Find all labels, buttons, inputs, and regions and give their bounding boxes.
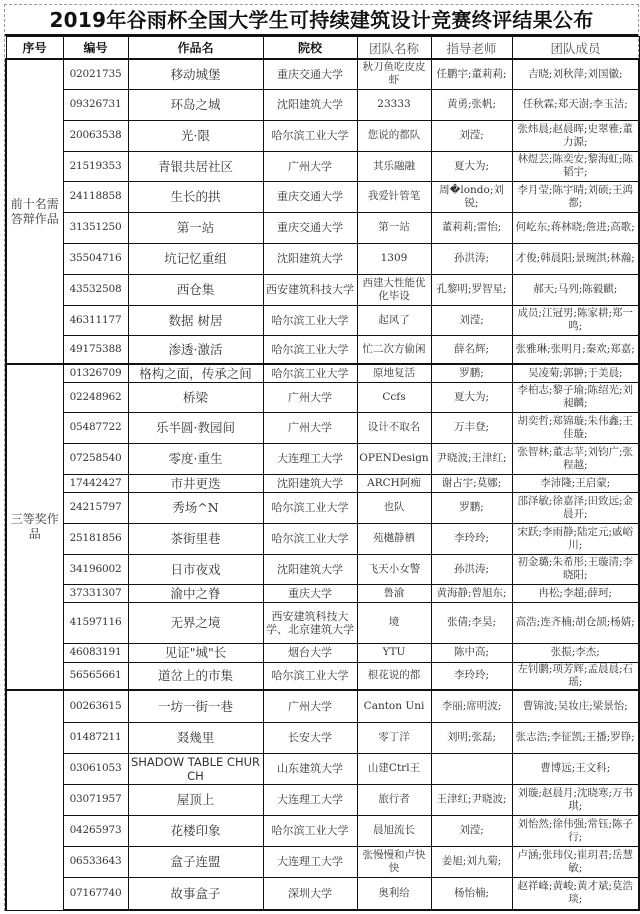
- member-names: 李柏志;黎子瑜;陈绍光;刘昶麟;: [512, 382, 639, 412]
- work-name: 格构之面，传承之间: [128, 364, 263, 382]
- table-row: [6, 181, 639, 212]
- results-table: [5, 36, 640, 911]
- table-row: [6, 662, 639, 690]
- table-row: [6, 584, 639, 602]
- member-names: 李沛隆;王启蒙;: [512, 474, 639, 492]
- column-header-team: 团队名称: [357, 37, 431, 60]
- mentor-names: 陈中高;: [431, 643, 512, 662]
- member-names: 高浩;连齐楠;胡仓颉;杨婧;: [512, 602, 639, 643]
- team-name: 设计不取名: [357, 412, 431, 443]
- member-names: 郝天;马列;陈毅麒;: [512, 274, 639, 305]
- school-name: 烟台大学: [263, 643, 357, 662]
- school-name: 大连理工大学: [263, 846, 357, 877]
- member-names: 成员;江冠男;陈家耕;郑一鸣;: [512, 305, 639, 335]
- work-code: 21519353: [63, 151, 128, 181]
- work-code: 43532508: [63, 274, 128, 305]
- team-name: 苑樾静栖: [357, 523, 431, 554]
- group-label: 三等奖作品: [6, 364, 63, 690]
- work-name: 道岔上的市集: [128, 662, 263, 690]
- member-names: 任秋霖;郑天澍;李玉洁;: [512, 89, 639, 120]
- column-header-members: 团队成员: [512, 37, 639, 60]
- team-name: 忙二次方偷闲: [357, 335, 431, 364]
- work-name: 无界之境: [128, 602, 263, 643]
- team-name: 秋刀鱼吃皮皮虾: [357, 59, 431, 89]
- school-name: 广州大学: [263, 690, 357, 722]
- school-name: 重庆交通大学: [263, 212, 357, 243]
- member-names: 刘怡然;徐伟强;常钰;陈子行;: [512, 815, 639, 846]
- work-code: 35504716: [63, 243, 128, 274]
- work-name: 第一站: [128, 212, 263, 243]
- table-row: [6, 120, 639, 151]
- member-names: 林煜芸;陈奕安;黎海虹;陈韬宇;: [512, 151, 639, 181]
- team-name: 山建Ctrl王: [357, 753, 431, 784]
- school-name: 深圳大学: [263, 877, 357, 910]
- table-row: [6, 815, 639, 846]
- work-name: 见证"城"长: [128, 643, 263, 662]
- school-name: 西安建筑科技大学、北京建筑大学: [263, 602, 357, 643]
- table-row: [6, 602, 639, 643]
- school-name: 沈阳建筑大学: [263, 243, 357, 274]
- team-name: 张慢慢和卢快快: [357, 846, 431, 877]
- mentor-names: 孙洪涛;: [431, 243, 512, 274]
- table-row: [6, 690, 639, 722]
- mentor-names: 刘滢;: [431, 120, 512, 151]
- column-header-code: 编号: [63, 37, 128, 60]
- member-names: 赵祥峰;黄峻;黄才斌;莫浩琰;: [512, 877, 639, 910]
- work-name: 光·限: [128, 120, 263, 151]
- school-name: 大连理工大学: [263, 443, 357, 474]
- member-names: 初金璐;朱希彤;王璇清;李晓阳;: [512, 554, 639, 584]
- table-row: [6, 335, 639, 364]
- work-name: 故事盒子: [128, 877, 263, 910]
- work-code: 02021735: [63, 59, 128, 89]
- table-row: [6, 412, 639, 443]
- team-name: 鲁渝: [357, 584, 431, 602]
- work-code: 06533643: [63, 846, 128, 877]
- work-code: 20063538: [63, 120, 128, 151]
- mentor-names: 万丰登;: [431, 412, 512, 443]
- team-name: OPENDesign: [357, 443, 431, 474]
- team-name: 旅行者: [357, 784, 431, 815]
- work-name: 日市夜戏: [128, 554, 263, 584]
- table-row: [6, 492, 639, 523]
- mentor-names: 薛名辉;: [431, 335, 512, 364]
- team-name: 其乐融融: [357, 151, 431, 181]
- member-names: 张智林;董志苹;刘钧广;张程越;: [512, 443, 639, 474]
- column-header-mentor: 指导老师: [431, 37, 512, 60]
- table-row: [6, 722, 639, 753]
- work-name: 零度·重生: [128, 443, 263, 474]
- school-name: 大连理工大学: [263, 784, 357, 815]
- school-name: 哈尔滨工业大学: [263, 815, 357, 846]
- work-name: 移动城堡: [128, 59, 263, 89]
- school-name: 哈尔滨工业大学: [263, 120, 357, 151]
- team-name: YTU: [357, 643, 431, 662]
- member-names: 张志浩;李征凯;王播;罗铮;: [512, 722, 639, 753]
- member-names: 吉晓;刘秋萍;刘国徽;: [512, 59, 639, 89]
- team-name: 起风了: [357, 305, 431, 335]
- group-label: [6, 690, 63, 910]
- work-code: 04265973: [63, 815, 128, 846]
- work-code: 49175388: [63, 335, 128, 364]
- mentor-names: 刘滢;: [431, 815, 512, 846]
- member-names: 张振;李杰;: [512, 643, 639, 662]
- school-name: 重庆交通大学: [263, 59, 357, 89]
- work-name: 渗透·激活: [128, 335, 263, 364]
- column-header-school: 院校: [263, 37, 357, 60]
- mentor-names: 孙洪涛;: [431, 554, 512, 584]
- school-name: 哈尔滨工业大学: [263, 662, 357, 690]
- results-sheet: [4, 4, 639, 911]
- member-names: 左钊鹏;项芳辉;孟晨晨;石瑶;: [512, 662, 639, 690]
- school-name: 哈尔滨工业大学: [263, 523, 357, 554]
- mentor-names: 黄勇;张帆;: [431, 89, 512, 120]
- mentor-names: 尹晓波;王津红;: [431, 443, 512, 474]
- team-name: 您说的都队: [357, 120, 431, 151]
- team-name: 也队: [357, 492, 431, 523]
- work-name: 盒子连盟: [128, 846, 263, 877]
- team-name: 境: [357, 602, 431, 643]
- table-row: [6, 364, 639, 382]
- work-name: 环岛之城: [128, 89, 263, 120]
- work-code: 09326731: [63, 89, 128, 120]
- work-name: SHADOW TABLE CHURCH: [128, 753, 263, 784]
- work-code: 34196002: [63, 554, 128, 584]
- team-name: 1309: [357, 243, 431, 274]
- work-code: 01487211: [63, 722, 128, 753]
- table-row: [6, 523, 639, 554]
- member-names: 李月莹;陈宇晴;刘硕;王鸿都;: [512, 181, 639, 212]
- team-name: 晨旭流长: [357, 815, 431, 846]
- member-names: 冉松;李超;薛珂;: [512, 584, 639, 602]
- member-names: 胡奕哲;郑锦璇;朱伟鑫;王佳璇;: [512, 412, 639, 443]
- school-name: 广州大学: [263, 382, 357, 412]
- work-code: 01326709: [63, 364, 128, 382]
- member-names: 张雅琳;张明月;秦欢;郑嘉;: [512, 335, 639, 364]
- table-row: [6, 474, 639, 492]
- table-row: [6, 382, 639, 412]
- school-name: 长安大学: [263, 722, 357, 753]
- school-name: 广州大学: [263, 151, 357, 181]
- member-names: 何屹东;蒋林晓;詹进;高歌;: [512, 212, 639, 243]
- work-code: 24215797: [63, 492, 128, 523]
- work-code: 56565661: [63, 662, 128, 690]
- mentor-names: 任鹏宇;董莉莉;: [431, 59, 512, 89]
- page-title: 2019年谷雨杯全国大学生可持续建筑设计竞赛终评结果公布: [5, 5, 638, 36]
- work-name: 一坊一街一巷: [128, 690, 263, 722]
- work-name: 叕幾里: [128, 722, 263, 753]
- mentor-names: 李玲玲;: [431, 523, 512, 554]
- team-name: 零丁洋: [357, 722, 431, 753]
- table-row: [6, 443, 639, 474]
- work-code: 37331307: [63, 584, 128, 602]
- work-name: 茶街里巷: [128, 523, 263, 554]
- member-names: 曹博远;王文科;: [512, 753, 639, 784]
- member-names: 刘璇;赵晨月;沈晓寒;万书琪;: [512, 784, 639, 815]
- team-name: 我爱针管笔: [357, 181, 431, 212]
- group-label: 前十名需答辩作品: [6, 59, 63, 364]
- school-name: 重庆交通大学: [263, 181, 357, 212]
- team-name: Ccfs: [357, 382, 431, 412]
- work-name: 数据 树居: [128, 305, 263, 335]
- mentor-names: 黄海静;曾旭东;: [431, 584, 512, 602]
- table-row: [6, 846, 639, 877]
- school-name: 沈阳建筑大学: [263, 554, 357, 584]
- school-name: 哈尔滨工业大学: [263, 492, 357, 523]
- work-code: 46311177: [63, 305, 128, 335]
- mentor-names: 李玲玲;: [431, 662, 512, 690]
- mentor-names: 董莉莉;雷怡;: [431, 212, 512, 243]
- team-name: ARCH阿痴: [357, 474, 431, 492]
- table-row: [6, 753, 639, 784]
- school-name: 沈阳建筑大学: [263, 89, 357, 120]
- work-code: 03061053: [63, 753, 128, 784]
- work-code: 46083191: [63, 643, 128, 662]
- mentor-names: 孔黎明;罗智星;: [431, 274, 512, 305]
- member-names: 宋跃;李雨静;陆定元;戚峪川;: [512, 523, 639, 554]
- mentor-names: 姜旭;刘九菊;: [431, 846, 512, 877]
- member-names: 邵泽敏;徐嘉泽;田致远;金晨开;: [512, 492, 639, 523]
- work-code: 07258540: [63, 443, 128, 474]
- table-row: [6, 274, 639, 305]
- column-header-index: 序号: [6, 37, 63, 60]
- mentor-names: 张倩;李昊;: [431, 602, 512, 643]
- team-name: 根花说的都: [357, 662, 431, 690]
- column-header-work: 作品名: [128, 37, 263, 60]
- team-name: 第一站: [357, 212, 431, 243]
- mentor-names: 夏大为;: [431, 151, 512, 181]
- mentor-names: 夏大为;: [431, 382, 512, 412]
- mentor-names: 罗鹏;: [431, 364, 512, 382]
- school-name: 哈尔滨工业大学: [263, 364, 357, 382]
- mentor-names: 刘明;张磊;: [431, 722, 512, 753]
- team-name: 西建大性能优化毕设: [357, 274, 431, 305]
- table-row: [6, 151, 639, 181]
- work-name: 乐半圆·教园间: [128, 412, 263, 443]
- mentor-names: [431, 753, 512, 784]
- team-name: 原地复活: [357, 364, 431, 382]
- school-name: 广州大学: [263, 412, 357, 443]
- member-names: 曹锦波;吴妆庄;梁景怡;: [512, 690, 639, 722]
- mentor-names: 刘滢;: [431, 305, 512, 335]
- work-code: 41597116: [63, 602, 128, 643]
- work-code: 31351250: [63, 212, 128, 243]
- work-code: 07167740: [63, 877, 128, 910]
- work-code: 24118858: [63, 181, 128, 212]
- table-row: [6, 89, 639, 120]
- results-body: [6, 59, 639, 910]
- school-name: 山东建筑大学: [263, 753, 357, 784]
- mentor-names: 罗鹏;: [431, 492, 512, 523]
- table-row: [6, 643, 639, 662]
- team-name: 飞天小女警: [357, 554, 431, 584]
- member-names: 张炜晨;赵晨晖;史翠雅;董力源;: [512, 120, 639, 151]
- table-row: [6, 554, 639, 584]
- work-code: 17442427: [63, 474, 128, 492]
- work-name: 坑记忆重组: [128, 243, 263, 274]
- member-names: 卢涵;张玮仪;崔玥君;岳慧敏;: [512, 846, 639, 877]
- work-name: 屋顶上: [128, 784, 263, 815]
- work-name: 渝中之脊: [128, 584, 263, 602]
- table-row: [6, 784, 639, 815]
- work-code: 02248962: [63, 382, 128, 412]
- team-name: Canton Uni: [357, 690, 431, 722]
- work-code: 03071957: [63, 784, 128, 815]
- work-name: 西仓集: [128, 274, 263, 305]
- work-code: 25181856: [63, 523, 128, 554]
- school-name: 西安建筑科技大学: [263, 274, 357, 305]
- school-name: 哈尔滨工业大学: [263, 335, 357, 364]
- member-names: 才俊;韩晨阳;景琬淇;林瀚;: [512, 243, 639, 274]
- work-name: 市井更迭: [128, 474, 263, 492]
- work-name: 青银共居社区: [128, 151, 263, 181]
- table-row: [6, 212, 639, 243]
- work-name: 生长的拱: [128, 181, 263, 212]
- work-name: 桥梁: [128, 382, 263, 412]
- mentor-names: 谢占宇;莫娜;: [431, 474, 512, 492]
- mentor-names: 杨怡楠;: [431, 877, 512, 910]
- work-code: 05487722: [63, 412, 128, 443]
- team-name: 23333: [357, 89, 431, 120]
- header-row: [6, 37, 639, 60]
- mentor-names: 周�londo;刘锐;: [431, 181, 512, 212]
- mentor-names: 王津红;尹晓波;: [431, 784, 512, 815]
- team-name: 奥利给: [357, 877, 431, 910]
- mentor-names: 李丽;席明波;: [431, 690, 512, 722]
- table-row: [6, 305, 639, 335]
- school-name: 重庆大学: [263, 584, 357, 602]
- work-name: 秀场^N: [128, 492, 263, 523]
- school-name: 哈尔滨工业大学: [263, 305, 357, 335]
- work-name: 花楼印象: [128, 815, 263, 846]
- table-row: [6, 877, 639, 910]
- table-row: [6, 59, 639, 89]
- work-code: 00263615: [63, 690, 128, 722]
- member-names: 吴凌菊;郭翀;于美晨;: [512, 364, 639, 382]
- table-row: [6, 243, 639, 274]
- school-name: 沈阳建筑大学: [263, 474, 357, 492]
